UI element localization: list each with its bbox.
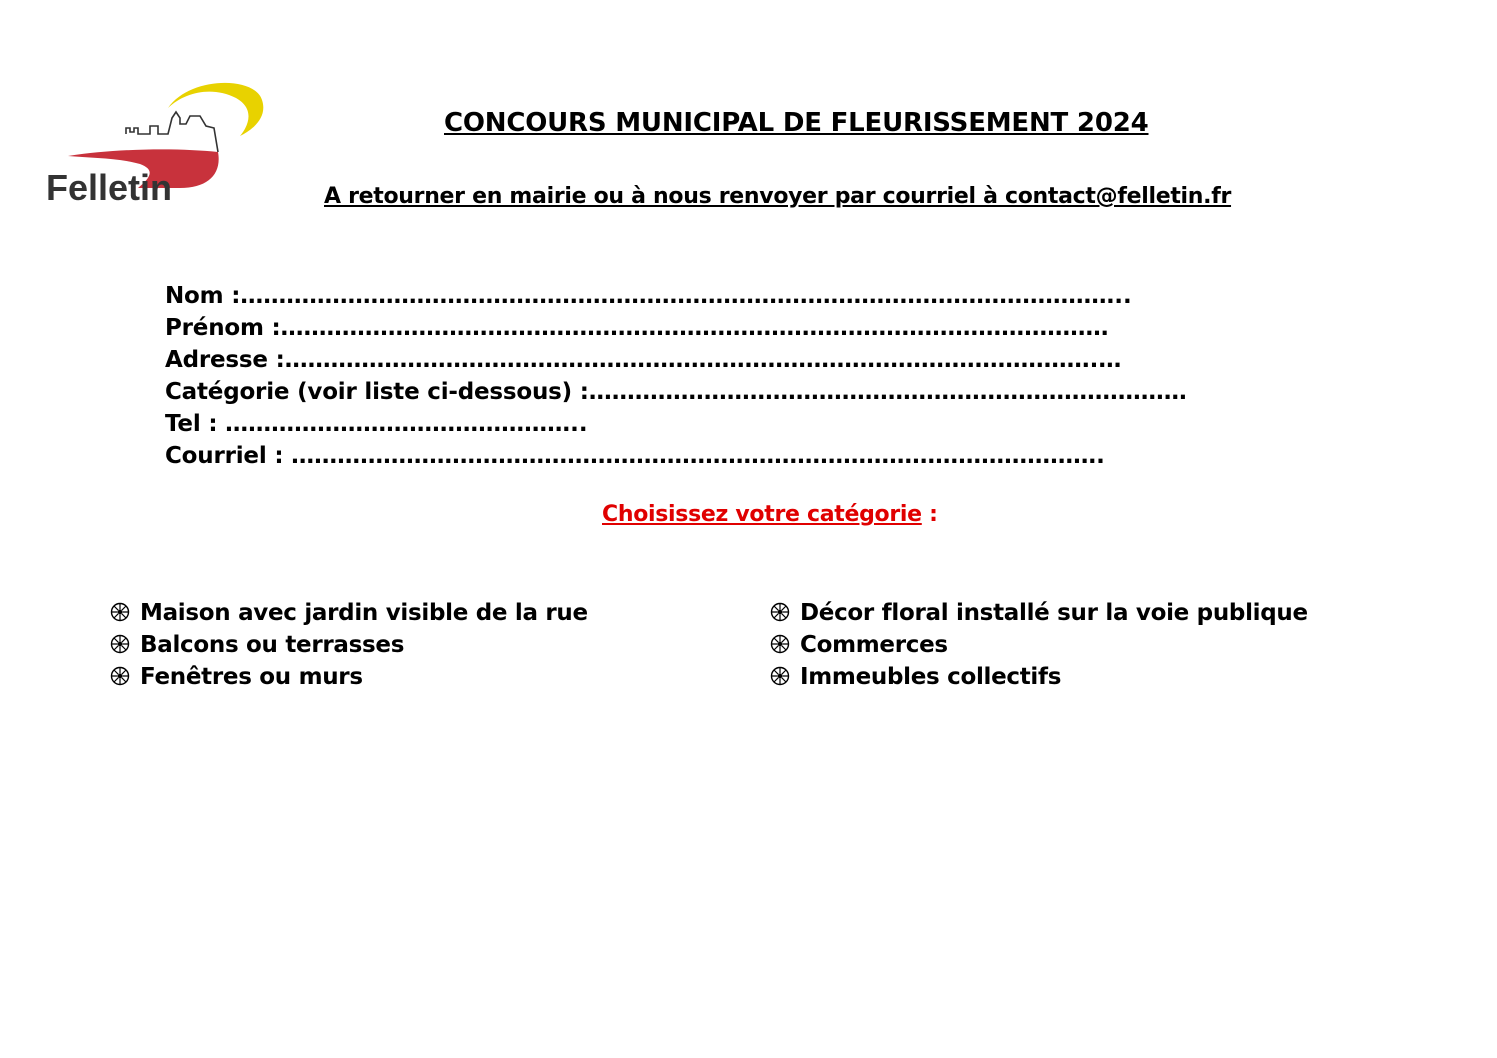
entry-form <box>165 280 1335 472</box>
category-label: Décor floral installé sur la voie publique <box>800 600 1308 626</box>
field-courriel[interactable] <box>165 440 1335 472</box>
field-dots: …………………………………………………………………………………………….… <box>284 347 1122 373</box>
category-label: Balcons ou terrasses <box>140 632 405 658</box>
category-heading-colon: : <box>921 502 938 527</box>
field-label: Courriel : <box>165 443 292 469</box>
field-nom[interactable] <box>165 280 1335 312</box>
logo-text: Felletin <box>46 167 173 208</box>
category-heading <box>602 502 938 527</box>
field-dots: ……………………………………….. <box>225 411 588 437</box>
category-item <box>110 629 588 661</box>
flower-bullet-icon <box>770 634 792 656</box>
page-title: CONCOURS MUNICIPAL DE FLEURISSEMENT 2024 <box>444 108 1149 138</box>
felletin-logo-graphic <box>40 78 270 208</box>
field-label: Tel : <box>165 411 226 437</box>
category-heading-text: Choisissez votre catégorie <box>602 502 922 527</box>
category-list-right <box>770 597 1308 693</box>
category-label: Commerces <box>800 632 948 658</box>
category-item <box>770 629 1308 661</box>
category-list-left <box>110 597 588 693</box>
field-label: Prénom : <box>165 315 281 341</box>
flower-bullet-icon <box>110 602 132 624</box>
field-tel[interactable] <box>165 408 1335 440</box>
field-label: Adresse : <box>165 347 285 373</box>
field-dots: ……………………………………………………………………………………………… <box>280 315 1109 341</box>
flower-bullet-icon <box>110 666 132 688</box>
category-label: Maison avec jardin visible de la rue <box>140 600 588 626</box>
field-categorie[interactable] <box>165 376 1335 408</box>
flower-bullet-icon <box>770 666 792 688</box>
flower-bullet-icon <box>110 634 132 656</box>
category-label: Fenêtres ou murs <box>140 664 363 690</box>
field-label: Catégorie (voir liste ci-dessous) : <box>165 379 589 405</box>
category-item <box>110 597 588 629</box>
category-item <box>110 661 588 693</box>
field-label: Nom : <box>165 283 241 309</box>
field-adresse[interactable] <box>165 344 1335 376</box>
felletin-logo <box>40 78 270 208</box>
field-dots: …………………………………………………………………………………………………….. <box>240 283 1132 309</box>
field-dots: …………………………………………………………………… <box>588 379 1187 405</box>
category-item <box>770 661 1308 693</box>
flower-bullet-icon <box>770 602 792 624</box>
category-label: Immeubles collectifs <box>800 664 1062 690</box>
field-prenom[interactable] <box>165 312 1335 344</box>
return-instructions: A retourner en mairie ou à nous renvoyer par courriel à contact@felletin.fr <box>324 184 1232 209</box>
category-item <box>770 597 1308 629</box>
field-dots: ……………………………………………………………………………………………. <box>291 443 1105 469</box>
